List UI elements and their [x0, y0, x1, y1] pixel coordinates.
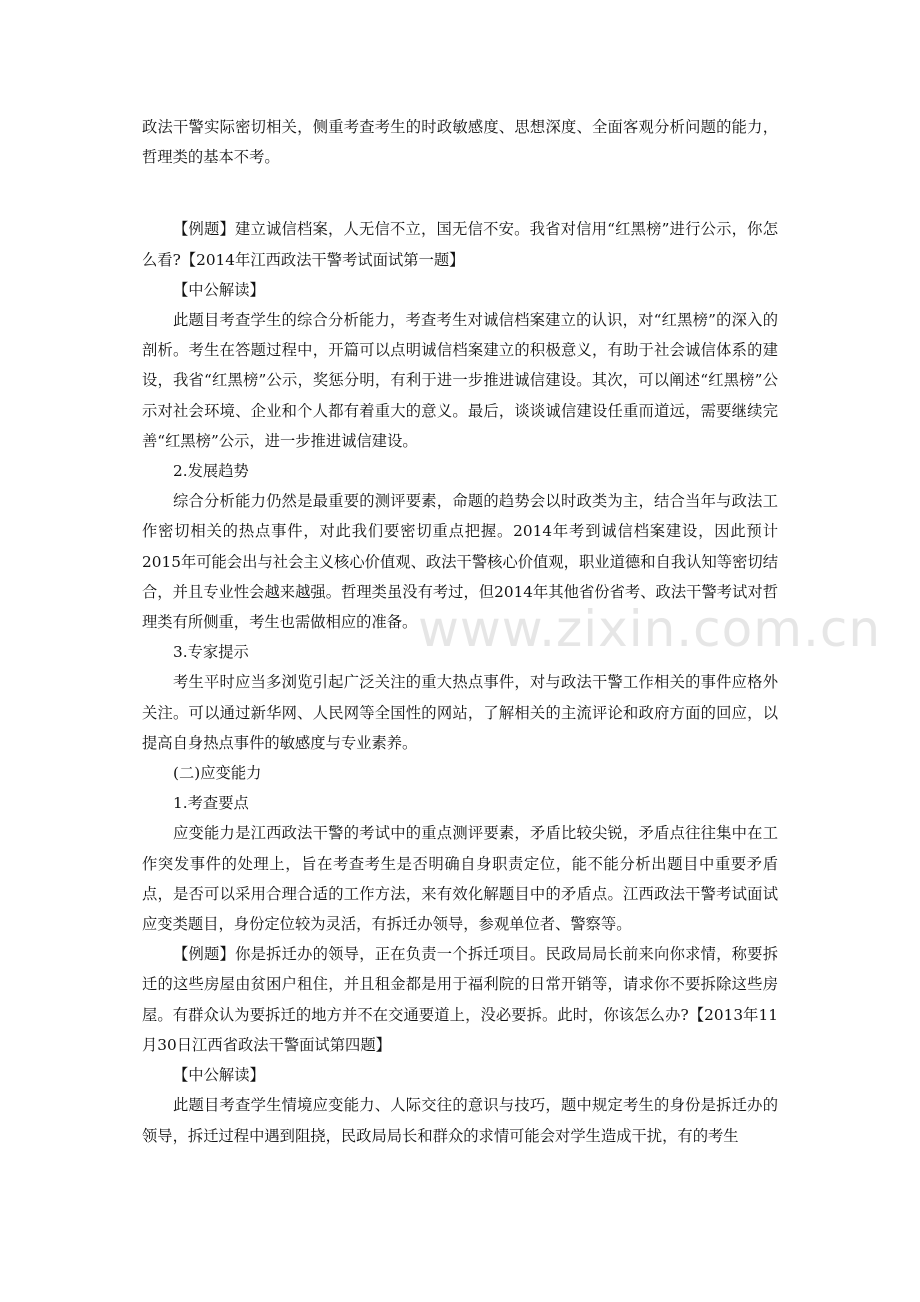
paragraph-analysis-heading-1: 【中公解读】	[173, 280, 265, 299]
paragraph-analysis-1: 此题目考查学生的综合分析能力，考查考生对诚信档案建立的认识，对“红黑榜”的深入的剖析。考生在答题过程中，开篇可以点明诚信档案建立的积极意义，有助于社会诚信体系的建设，我省“红黑榜”公示，奖惩分明，有利于进一步推进诚信建设。其次，可以阐述“红黑榜”公示对社会环境、企业和个人都有着重大的意义。最后，谈谈诚信建设任重而道远，需要继续完善“红黑榜”公示，进一步推进诚信建设。	[142, 311, 778, 450]
paragraph-analysis-2: 此题目考查学生情境应变能力、人际交往的意识与技巧，题中规定考生的身份是拆迁办的领导，拆迁过程中遇到阻挠，民政局局长和群众的求情可能会对学生造成干扰，有的考生	[142, 1096, 778, 1145]
section-heading-tips: 3.专家提示	[173, 643, 249, 662]
section-heading-key-points: 1.考查要点	[173, 794, 249, 813]
paragraph-key-points: 应变能力是江西政法干警的考试中的重点测评要素，矛盾比较尖锐，矛盾点往往集中在工作突发事件的处理上，旨在考查考生是否明确自身职责定位，能不能分析出题目中重要矛盾点，是否可以采用合理合适的工作方法，来有效化解题目中的矛盾点。江西政法干警考试面试应变类题目，身份定位较为灵活，有拆迁办领导，参观单位者、警察等。	[142, 824, 778, 934]
paragraph-intro-continuation: 政法干警实际密切相关，侧重考查考生的时政敏感度、思想深度、全面客观分析问题的能力，哲理类的基本不考。	[142, 118, 778, 167]
paragraph-tips: 考生平时应当多浏览引起广泛关注的重大热点事件，对与政法干警工作相关的事件应格外关注。可以通过新华网、人民网等全国性的网站，了解相关的主流评论和政府方面的回应，以提高自身热点事件的敏感度与专业素养。	[142, 673, 778, 752]
document-body	[142, 112, 778, 1151]
paragraph-example-1: 【例题】建立诚信档案，人无信不立，国无信不安。我省对信用“红黑榜”进行公示，你怎么看?【2014年江西政法干警考试面试第一题】	[142, 220, 778, 269]
paragraph-trend: 综合分析能力仍然是最重要的测评要素，命题的趋势会以时政类为主，结合当年与政法工作密切相关的热点事件，对此我们要密切重点把握。2014年考到诚信档案建设，因此预计2015年可能会出与社会主义核心价值观、政法干警核心价值观，职业道德和自我认知等密切结合，并且专业性会越来越强。哲理类虽没有考过，但2014年其他省份省考、政法干警考试对哲理类有所侧重，考生也需做相应的准备。	[142, 492, 778, 632]
paragraph-analysis-heading-2: 【中公解读】	[173, 1066, 265, 1085]
watermark: www.zixin.com.cn	[418, 600, 882, 658]
paragraph-example-2: 【例题】你是拆迁办的领导，正在负责一个拆迁项目。民政局局长前来向你求情，称要拆迁的这些房屋由贫困户租住，并且租金都是用于福利院的日常开销等，请求你不要拆除这些房屋。有群众认为要拆迁的地方并不在交通要道上，没必要拆。此时，你该怎么办?【2013年11月30日江西省政法干警面试第四题】	[142, 945, 778, 1054]
section-heading-adaptability: (二)应变能力	[173, 764, 262, 783]
section-heading-trend: 2.发展趋势	[173, 462, 249, 481]
